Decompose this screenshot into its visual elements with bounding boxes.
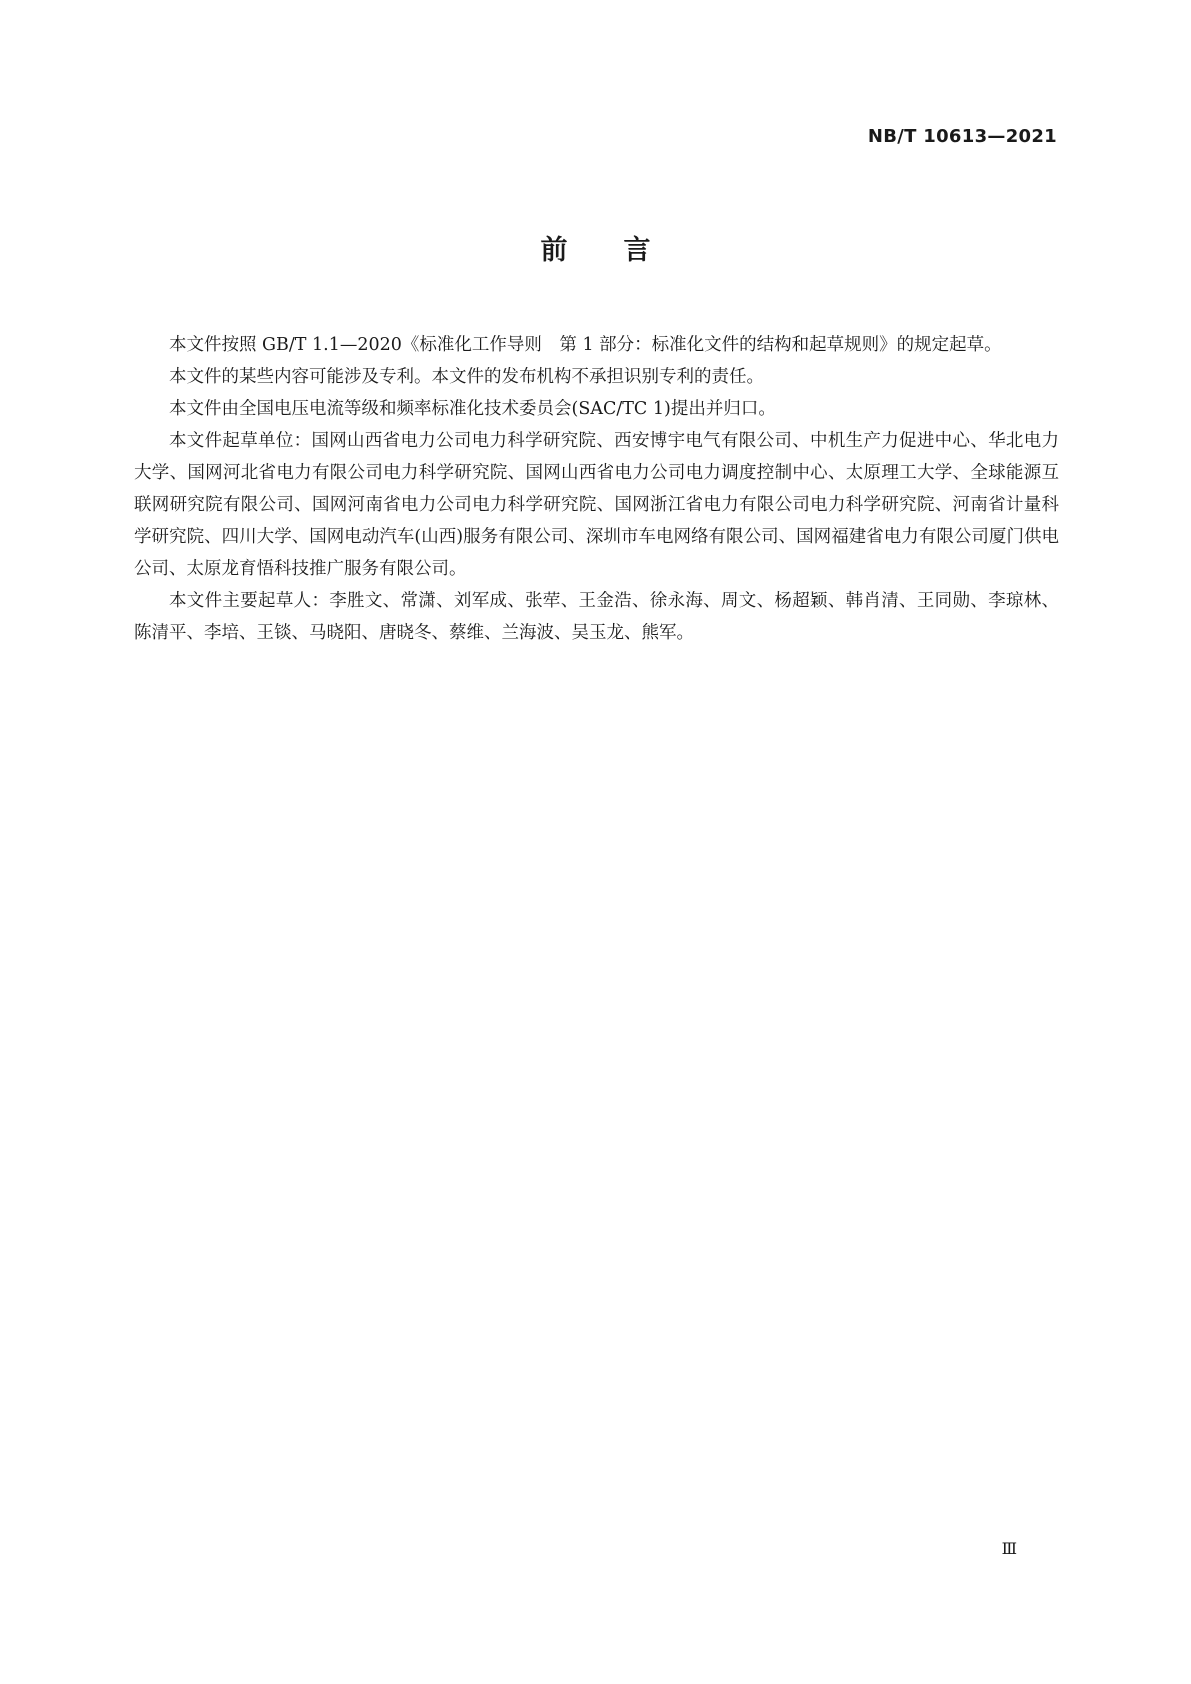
paragraph-drafting-organizations: 本文件起草单位：国网山西省电力公司电力科学研究院、西安博宇电气有限公司、中机生产力促进中心、华北电力大学、国网河北省电力有限公司电力科学研究院、国网山西省电力公司电力调度控制中心、太原理工大学、全球能源互联网研究院有限公司、国网河南省电力公司电力科学研究院、国网浙江省电力有限公司电力科学研究院、河南省计量科学研究院、四川大学、国网电动汽车(山西)服务有限公司、深圳市车电网络有限公司、国网福建省电力有限公司厦门供电公司、太原龙育悟科技推广服务有限公司。 bbox=[134, 431, 1059, 579]
document-number: NB/T 10613—2021 bbox=[867, 126, 1057, 147]
page-title: 前言 bbox=[540, 235, 707, 266]
page-number: Ⅲ bbox=[1001, 1539, 1017, 1558]
foreword-body bbox=[134, 329, 1059, 649]
paragraph-drafting-basis: 本文件按照 GB/T 1.1—2020《标准化工作导则 第 1 部分：标准化文件的结构和起草规则》的规定起草。 bbox=[169, 335, 1002, 355]
paragraph-drafters: 本文件主要起草人：李胜文、常潇、刘军成、张荦、王金浩、徐永海、周文、杨超颖、韩肖清、王同勋、李琼林、陈清平、李培、王锬、马晓阳、唐晓冬、蔡维、兰海波、吴玉龙、熊军。 bbox=[134, 591, 1059, 643]
paragraph-patent-notice: 本文件的某些内容可能涉及专利。本文件的发布机构不承担识别专利的责任。 bbox=[169, 367, 764, 387]
paragraph-proposer: 本文件由全国电压电流等级和频率标准化技术委员会(SAC/TC 1)提出并归口。 bbox=[169, 399, 776, 419]
